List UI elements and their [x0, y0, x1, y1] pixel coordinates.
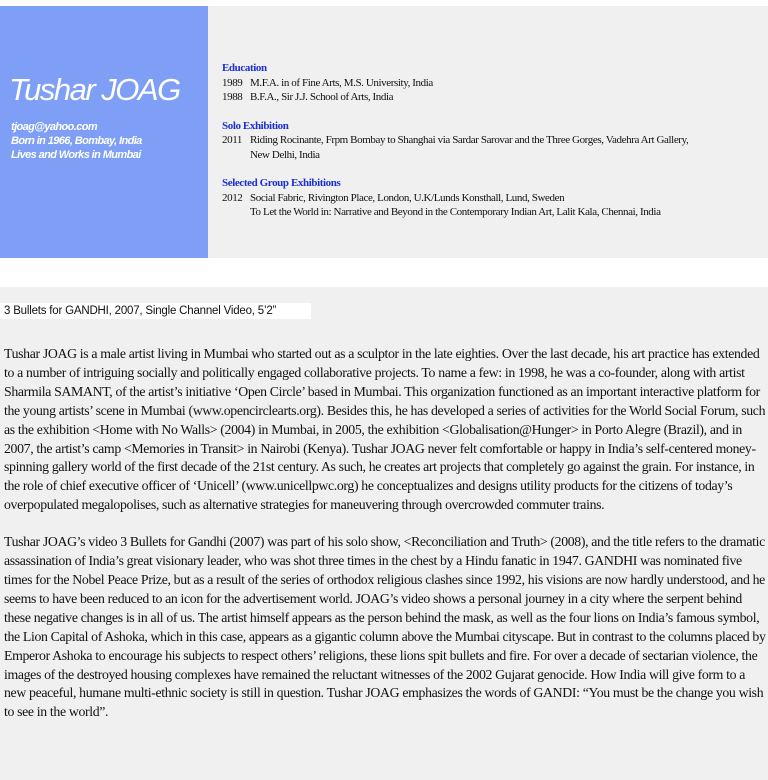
solo-exhibition-entry — [222, 133, 762, 148]
work-description-area — [0, 287, 768, 780]
entry-text: Social Fabric, Rivington Place, London, U.K/Lunds Konsthall, Lund, Sweden — [250, 191, 565, 204]
education-section — [222, 61, 762, 105]
group-exhibitions-heading: Selected Group Exhibitions — [222, 177, 341, 189]
artist-name-panel — [0, 6, 208, 258]
entry-text-continued: To Let the World in: Narrative and Beyond in the Contemporary Indian Art, Lalit Kala, Chennai, India — [250, 206, 661, 218]
cv-section — [222, 61, 762, 234]
entry-year: 2012 — [222, 191, 243, 204]
group-exhibition-entry — [222, 191, 762, 206]
artist-email[interactable]: tjoag@yahoo.com — [11, 121, 98, 133]
entry-text-continued: New Delhi, India — [250, 148, 320, 161]
entry-year: 2011 — [222, 134, 242, 146]
paragraph-artist-bio: Tushar JOAG is a male artist living in Mumbai who started out as a sculptor in the late eighties. Over the last decade, his art practice has extended to a number of intriguing socially and politically engaged collaborative projects. To name a few: in 1998, he was a co-founder, along with artist Sharmila SAMANT, of the artist’s initiative ‘Open Circle’ based in Mumbai. This organization functioned as an important interactive platform for the young artists’ scene in Mumbai (www.opencirclearts.org). Besides this, he has developed a series of activities for the World Social Forum, such as the exhibition <Home with No Walls> (2004) in Mumbai, in 2005, the exhibition <Globalisation@Hunger> in Porto Alegre (Brazil), and in 2007, the artist’s camp <Memories in Transit> in Nairobi (Kenya). Tushar JOAG never felt comfortable or happy in India’s self-centered money-spinning gallery world of the first decade of the 21st century. As such, he creates art projects that completely go against the grain. For instance, in the role of chief executive officer of ‘Unicell’ (www.unicellpwc.org) he conceptualizes and designs utility products for the citizens of today’s overpopulated megalopolises, such as alternative strategies for maneuvering through overcrowded commuter trains. — [4, 346, 766, 513]
work-title: 3 Bullets for GANDHI, 2007, Single Channel Video, 5’2” — [0, 303, 311, 319]
solo-exhibition-heading: Solo Exhibition — [222, 119, 289, 132]
artist-meta — [11, 120, 142, 162]
entry-text: Riding Rocinante, Frpm Bombay to Shanghai via Sardar Sarovar and the Three Gorges, Vadehra Art Gallery, — [250, 134, 689, 146]
entry-text: M.F.A. in of Fine Arts, M.S. University, India — [250, 76, 433, 89]
entry-text: B.F.A., Sir J.J. School of Arts, India — [250, 91, 394, 103]
education-entry — [222, 90, 762, 105]
education-heading: Education — [222, 62, 267, 74]
artist-name: Tushar JOAG — [9, 72, 180, 107]
artist-born: Born in 1966, Bombay, India — [11, 135, 142, 147]
body-text — [4, 345, 766, 740]
group-exhibitions-section — [222, 176, 762, 220]
entry-year: 1989 — [222, 76, 243, 89]
education-entry — [222, 76, 762, 91]
solo-exhibition-section — [222, 119, 762, 163]
artist-residence: Lives and Works in Mumbai — [11, 149, 141, 161]
paragraph-work-description: Tushar JOAG’s video 3 Bullets for Gandhi (2007) was part of his solo show, <Reconciliation and Truth> (2008), and the title refers to the dramatic assassination of India’s great visionary leader, who was shot three times in the chest by a Hindu fanatic in 1947. GANDHI was nominated five times for the Nobel Peace Prize, but as a result of the series of orthodox religious clashes since 1992, his visions are now hardly understood, and he seems to have been reduced to an icon for the advertisement world. JOAG’s video shows a personal journey in a city where the serpent behind these negative changes is in all of us. The artist himself appears as the person behind the mask, as well as the four lions on India’s famous symbol, the Lion Capital of Ashoka, which in this case, appears as a gigantic column above the Mumbai cityscape. But in contrast to the columns placed by Emperor Ashoka to encourage his subjects to respect others’ religions, these lions spit bullets and fire. For over a decade of sectarian violence, the images of the destroyed housing complexes have remained the reluctant witnesses of the 2002 Gujarat genocide. How India will give form to a new peaceful, humane multi-ethnic society is still in question. Tushar JOAG emphasizes the words of GANDI: “You must be the change you wish to see in the world”. — [4, 534, 766, 720]
entry-year: 1988 — [222, 91, 243, 103]
